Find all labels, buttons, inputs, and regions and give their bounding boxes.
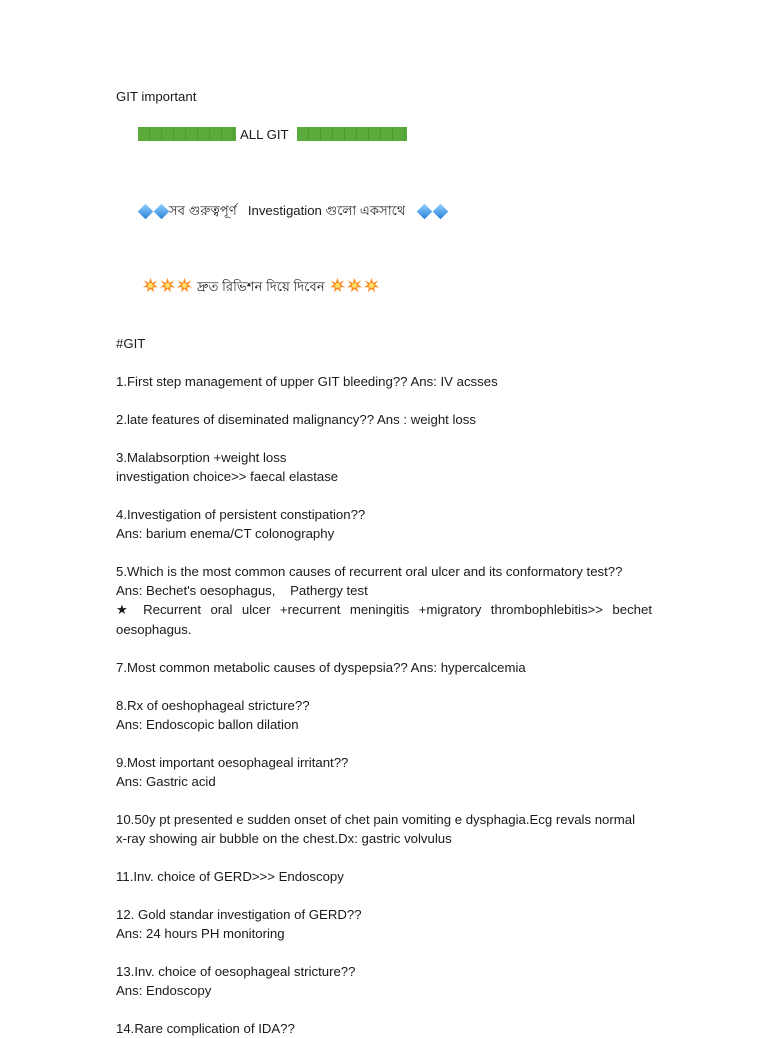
answer-3: investigation choice>> faecal elastase xyxy=(116,469,339,484)
question-12: 12. Gold standar investigation of GERD?? xyxy=(116,907,362,922)
question-14: 14.Rare complication of IDA?? xyxy=(116,1021,295,1036)
answer-8: Ans: Endoscopic ballon dilation xyxy=(116,717,299,732)
question-5: 5.Which is the most common causes of recurrent oral ulcer and its conformatory test?? xyxy=(116,564,623,579)
answer-5: Ans: Bechet's oesophagus, Pathergy test xyxy=(116,583,368,598)
question-4: 4.Investigation of persistent constipation?? xyxy=(116,507,366,522)
green-square-row-icon xyxy=(138,127,236,141)
green-square-row-icon xyxy=(297,127,407,141)
question-13: 13.Inv. choice of oesophageal stricture?? xyxy=(116,964,356,979)
subtitle-bengali-2: গুলো একসাথে xyxy=(325,203,406,218)
question-11: 11.Inv. choice of GERD>>> Endoscopy xyxy=(116,869,344,884)
collision-burst-icon xyxy=(329,277,380,294)
subtitle-investigation: Investigation xyxy=(247,203,322,218)
revision-text: দ্রুত রিভিশন দিয়ে দিবেন xyxy=(196,279,325,294)
all-git-banner xyxy=(116,106,652,163)
blue-diamond-icon xyxy=(417,204,448,219)
question-1: 1.First step management of upper GIT bleeding?? Ans: IV acsses xyxy=(116,374,498,389)
answer-4: Ans: barium enema/CT colonography xyxy=(116,526,335,541)
star-icon: ★ xyxy=(116,603,134,618)
question-2: 2.late features of diseminated malignancy?? Ans : weight loss xyxy=(116,412,476,427)
answer-13: Ans: Endoscopy xyxy=(116,983,212,998)
subtitle-line xyxy=(116,182,652,239)
question-3: 3.Malabsorption +weight loss xyxy=(116,450,287,465)
question-9: 9.Most important oesophageal irritant?? xyxy=(116,755,349,770)
question-8: 8.Rx of oeshophageal stricture?? xyxy=(116,698,310,713)
subtitle-bengali: সব গুরুত্বপূর্ণ xyxy=(168,203,237,218)
answer-10: x-ray showing air bubble on the chest.Dx: gastric volvulus xyxy=(116,831,452,846)
answer-9: Ans: Gastric acid xyxy=(116,774,216,789)
note-5 xyxy=(116,600,652,639)
answer-12: Ans: 24 hours PH monitoring xyxy=(116,926,285,941)
note-5-text: Recurrent oral ulcer +recurrent meningitis +migratory thrombophlebitis>> bechet oesophagus. xyxy=(116,602,653,637)
question-7: 7.Most common metabolic causes of dyspepsia?? Ans: hypercalcemia xyxy=(116,660,526,675)
question-10: 10.50y pt presented e sudden onset of chet pain vomiting e dysphagia.Ecg revals normal xyxy=(116,812,636,827)
document-title: GIT important xyxy=(116,89,197,104)
blue-diamond-icon xyxy=(138,204,169,219)
collision-burst-icon xyxy=(142,277,193,294)
all-git-label: ALL GIT xyxy=(239,127,289,142)
document-content xyxy=(116,87,652,1038)
hashtag: #GIT xyxy=(116,336,146,351)
revision-line xyxy=(116,258,652,315)
